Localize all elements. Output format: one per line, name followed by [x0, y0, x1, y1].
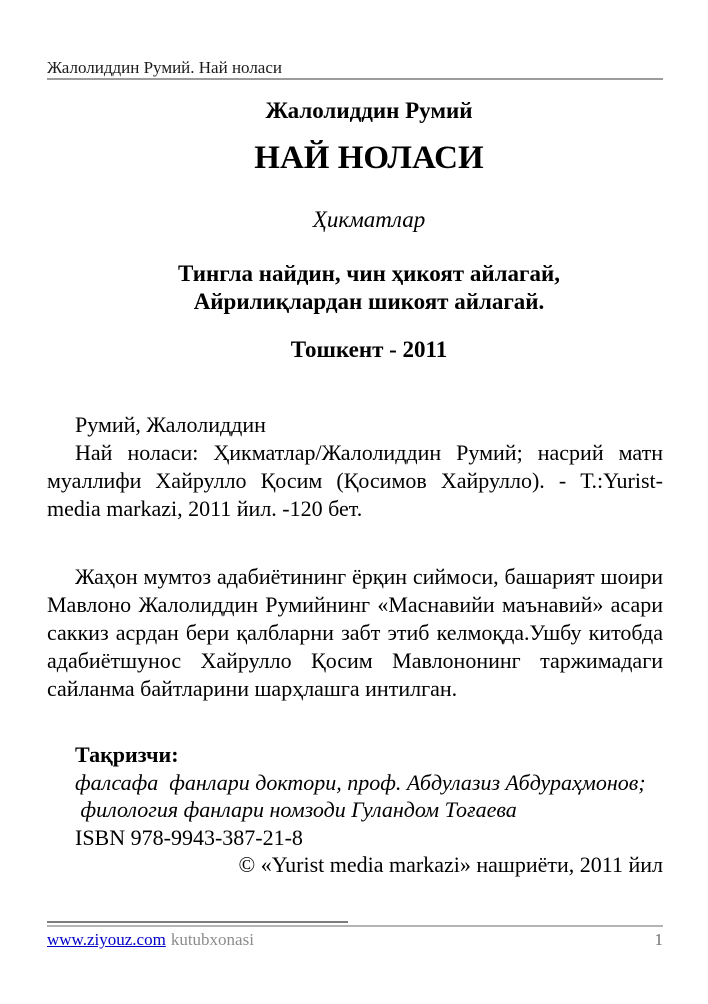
- ziyouz-link[interactable]: www.ziyouz.com: [47, 930, 166, 949]
- biblio-author-line: Румий, Жалолиддин: [75, 412, 266, 437]
- isbn-line: ISBN 978-9943-387-21-8: [75, 824, 303, 850]
- imprint-city-year: Тошкент - 2011: [290, 337, 448, 362]
- verse-line: Айрилиқлардан шикоят айлагай.: [193, 289, 545, 314]
- header-rule: [47, 78, 663, 80]
- page-number: 1: [654, 930, 663, 949]
- bibliographic-record: [47, 411, 663, 523]
- running-header-title: Жалолиддин Румий. Най ноласи: [47, 58, 282, 77]
- copyright-line: © «Yurist media markazi» нашриёти, 2011 йил: [238, 852, 663, 877]
- biblio-description: Най ноласи: Ҳикматлар/Жалолиддин Румий; насрий матн муаллифи Хайрулло Қосим (Қосимов Хайрулло). - Т.:Yurist-media markazi, 2011 йил. -120 бет.: [47, 440, 663, 521]
- reviewers-label: Тақризчи:: [75, 742, 179, 767]
- book-author: Жалолиддин Румий: [265, 98, 473, 123]
- epigraph-verse: [47, 260, 663, 316]
- reviewers-block: [75, 741, 663, 879]
- book-title: НАЙ НОЛАСИ: [254, 140, 484, 176]
- reviewer-name-1: фалсафа фанлари доктори, проф. Абдулазиз Абдураҳмонов;: [75, 769, 646, 795]
- annotation-paragraph: [47, 563, 663, 703]
- footer-library-label: kutubxonasi: [170, 930, 254, 949]
- footer-rule: [47, 925, 663, 927]
- reviewer-name-2: филология фанлари номзоди Гуландом Тоғаева: [75, 797, 517, 822]
- book-subtitle: Ҳикматлар: [312, 207, 426, 232]
- footer-dark-rule: [47, 921, 348, 923]
- annotation-text: Жаҳон мумтоз адабиётининг ёрқин сиймоси, башарият шоири Мавлоно Жалолиддин Румийнинг «Маснавийи маънавий» асари саккиз асрдан бери қалбларни забт этиб келмоқда.Ушбу китобда адабиётшунос Хайрулло Қосим Мавлононинг таржимадаги сайланма байтларини шарҳлашга интилган.: [47, 564, 663, 701]
- verse-line: Тингла найдин, чин ҳикоят айлагай,: [178, 261, 560, 286]
